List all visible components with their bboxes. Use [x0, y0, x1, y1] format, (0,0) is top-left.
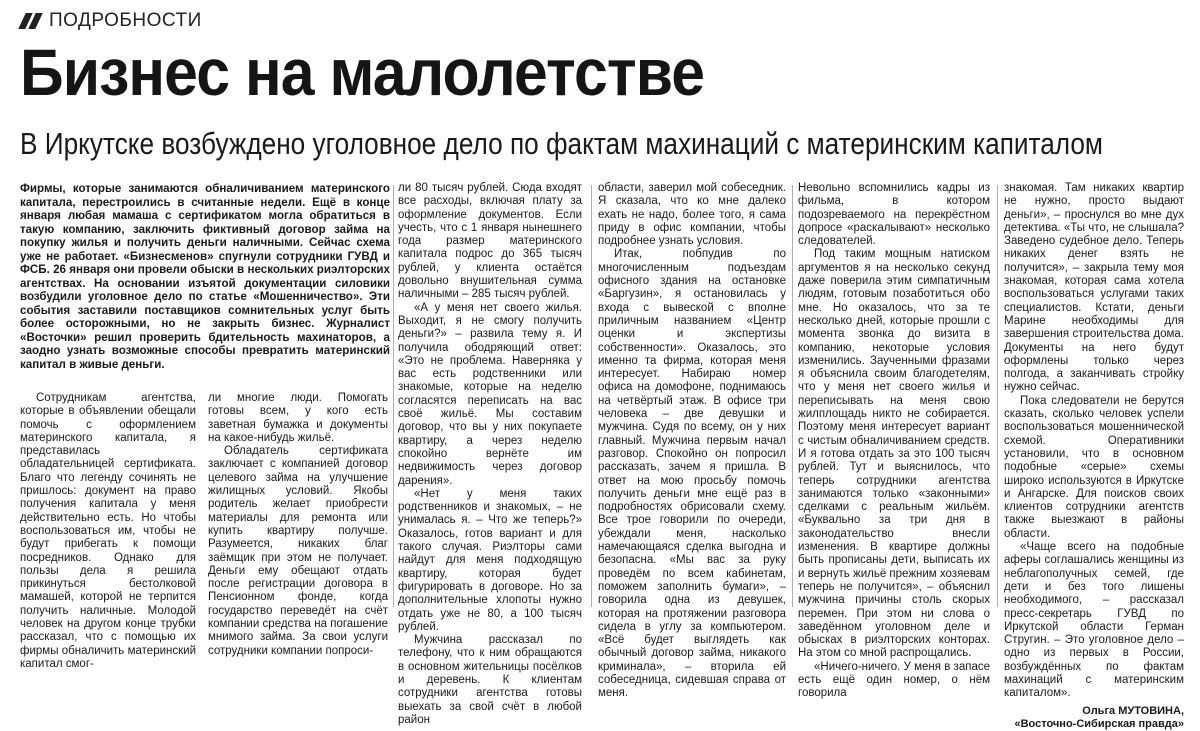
rubric-slashes-icon	[22, 13, 39, 29]
paragraph: Обладатель сертификата заключает с компанией договор целевого займа на улучшение жилищных условий. Якобы родитель желает приобрести материалы для ремонта или купить квартиру получше. Разумеется, никаких благ заёмщик при этом не получает. Деньги ему обещают отдать после регистрации договора в Пенсионном фонде, когда государство переведёт на счёт компании средства на погашение мнимого займа. За свои услуги сотрудники компании попроси-	[208, 445, 388, 657]
rubric-label: ПОДРОБНОСТИ	[49, 10, 202, 31]
column-divider	[591, 185, 592, 607]
paragraph: «Нет у меня таких родственников и знакомых, – не унималась я. – Что же теперь?» Оказалось, готов вариант и для такого случая. Риэлторы сами найдут для меня подходящую квартиру, которая будет фигурировать в договоре. Но за дополнительные хлопоты нужно отдать уже не 80, а 100 тысяч рублей.	[398, 487, 582, 633]
byline-paper: «Восточно-Сибирская правда»	[1014, 717, 1184, 730]
column-2	[398, 182, 582, 727]
paragraph: знакомая. Там никаких квартир не нужно, просто выдают деньги», – проснулся во мне дух детектива. «Ты что, не слышала? Заведено судебное дело. Теперь никаких денег взять не получится», – закрыла тему моя знакомая, которая сама хотела воспользоваться услугами таких специалистов. Кстати, деньги Марине необходимы для завершения строительства дома. Документы на него будут оформлены только через полгода, а заканчивать стройку нужно сейчас.	[1004, 182, 1184, 394]
paragraph: Мужчина рассказал по телефону, что к ним обращаются в основном жительницы посёлков и деревень. К клиентам сотрудники агентства готовы выехать за свой счёт в любой район	[398, 634, 582, 726]
subheadline: В Иркутске возбуждено уголовное дело по фактам махинаций с материнским капиталом	[20, 126, 1103, 161]
column-divider	[393, 185, 394, 607]
lead-paragraph	[20, 182, 390, 371]
column-5	[1004, 182, 1184, 731]
column-3	[598, 182, 786, 701]
paragraph: «А у меня нет своего жилья. Выходит, я не смогу получить деньги?» – развила тему я. И получила ободряющий ответ: «Это не проблема. Наверняка у вас есть родственники или знакомые, которые на неделю согласятся переписать на вас своё жильё. Мы составим договор, что вы у них покупаете квартиру, а через неделю спокойно вернёте им недвижимость через договор дарения».	[398, 301, 582, 487]
paragraph: ли многие люди. Помогать готовы всем, у кого есть заветная бумажка и документы на какое-нибудь жильё.	[208, 392, 388, 444]
headline: Бизнес на малолетстве	[20, 35, 705, 109]
paragraph: «Ничего-ничего. У меня в запасе есть ещё один номер, о нём говорила	[798, 660, 990, 700]
paragraph: Невольно вспомнились кадры из фильма, в котором подозреваемого на перекрёстном допросе «раскалывают» несколько следователей.	[798, 182, 990, 248]
column-divider	[997, 185, 998, 607]
paragraph: Под таким мощным натиском аргументов я на несколько секунд даже поверила этим симпатичным людям, готовым позаботиться обо мне. Но оказалось, что за те несколько дней, которые прошли с момента звонка до визита в компанию, некоторые условия изменились. Заученными фразами я объяснила своим благодетелям, что у меня нет своего жилья и переписывать на меня свою жилплощадь никто не собирается. Поэтому меня интересует вариант с чистым обналичиванием средств. И я готова отдать за это 100 тысяч рублей. Тут и выяснилось, что теперь сотрудники агентства занимаются только «законными» сделками с реальным жильём. «Буквально за три дня в законодательство внесли изменения. В квартире должны быть прописаны дети, выписать их и вернуть жильё прежним хозяевам теперь не получится», – объяснил мужчина причины столь скорых перемен. При этом ни слова о заведённом уголовном деле и обысках в риэлторских конторах. На этом со мной распрощались.	[798, 248, 990, 660]
paragraph: Итак, побпудив по многочисленным подъездам офисного здания на остановке «Баргузин», я остановилась у входа с вывеской с вполне приличным названием «Центр оценки и экспертизы собственности». Оказалось, это именно та фирма, которая меня интересует. Набираю номер офиса на домофоне, поднимаюсь на четвёртый этаж. В офисе три человека – две девушки и мужчина. Судя по всему, он у них главный. Мужчина первым начал разговор. Спокойно он попросил рассказать, зачем я пришла. В ответ на мою просьбу помочь получить деньги мне ещё раз в подробностях обрисовали схему. Все трое говорили по очереди, убеждали меня, насколько намечающаяся сделка выгодна и безопасна. «Мы вас за руку проведём по всем кабинетам, поможем заполнить бумаги», – говорила одна из девушек, которая на протяжении разговора сидела в углу за компьютером. «Всё будет выглядеть как обычный договор займа, никакого криминала», – вторила ей собеседница, сидевшая справа от меня.	[598, 248, 786, 700]
paragraph: Сотрудникам агентства, которые в объявлении обещали помочь с оформлением материнского капитала, я представилась обладательницей сертификата. Благо что легенду сочинять не пришлось: документ на право получения капитала у меня действительно есть. Но чтобы воспользоваться им, чтобы не будут прибегать к помощи посредников. Однако для пользы дела я решила прикинуться бестолковой мамашей, которой не терпится получить наличные. Молодой человек на другом конце трубки рассказал, что с помощью их фирмы обналичить материнский капитал смог-	[20, 392, 196, 670]
paragraph: Пока следователи не берутся сказать, сколько человек успели воспользоваться мошеннической схемой. Оперативники установили, что в основном подобные «серые» схемы широко используются в Иркутске и Ангарске. Для поисков своих клиентов сотрудники агентств также выезжают в районы области.	[1004, 394, 1184, 540]
paragraph: области, заверил мой собеседник. Я сказала, что ко мне далеко ехать не надо, более того, я сама приду в офис компании, чтобы подробнее узнать условия.	[598, 182, 786, 248]
paragraph: «Чаще всего на подобные аферы соглашались женщины из неблагополучных семей, где дети и без того лишены необходимого, – рассказал пресс-секретарь ГУВД по Иркутской области Герман Стругин. – Это уголовное дело – одно из первых в России, возбуждённых по фактам махинаций с материнским капиталом».	[1004, 541, 1184, 700]
column-1b	[208, 392, 388, 658]
byline-author: Ольга МУТОВИНА,	[1082, 704, 1184, 717]
rubric	[22, 9, 202, 33]
column-1a	[20, 392, 196, 671]
column-divider	[792, 185, 793, 607]
paragraph: ли 80 тысяч рублей. Сюда входят все расходы, включая плату за оформление документов. Если учесть, что с 1 января нынешнего года размер материнского капитала подрос до 365 тысяч рублей, у клиента остаётся довольно внушительная сумма наличными – 285 тысяч рублей.	[398, 182, 582, 301]
lead-text: Фирмы, которые занимаются обналичиванием материнского капитала, перестроились в считанные недели. Ещё в конце января любая мамаша с сертификатом могла обратиться в такую компанию, заключить фиктивный договор займа на покупку жилья и получить деньги наличными. Сейчас схема уже не работает. «Бизнесменов» спугнули сотрудники ГУВД и ФСБ. 26 января они провели обыски в нескольких риэлторских агентствах. На основании изъятой документации силовики возбудили уголовное дело по статье «Мошенничество». Эти события заставили поставщиков сомнительных услуг быть более осторожными, но не закрыть бизнес. Журналист «Восточки» решил проверить бдительность махинаторов, а заодно узнать возможные способы превратить материнский капитал в живые деньги.	[20, 182, 390, 371]
column-4	[798, 182, 990, 701]
byline	[1004, 705, 1184, 731]
article-body	[0, 182, 1200, 730]
